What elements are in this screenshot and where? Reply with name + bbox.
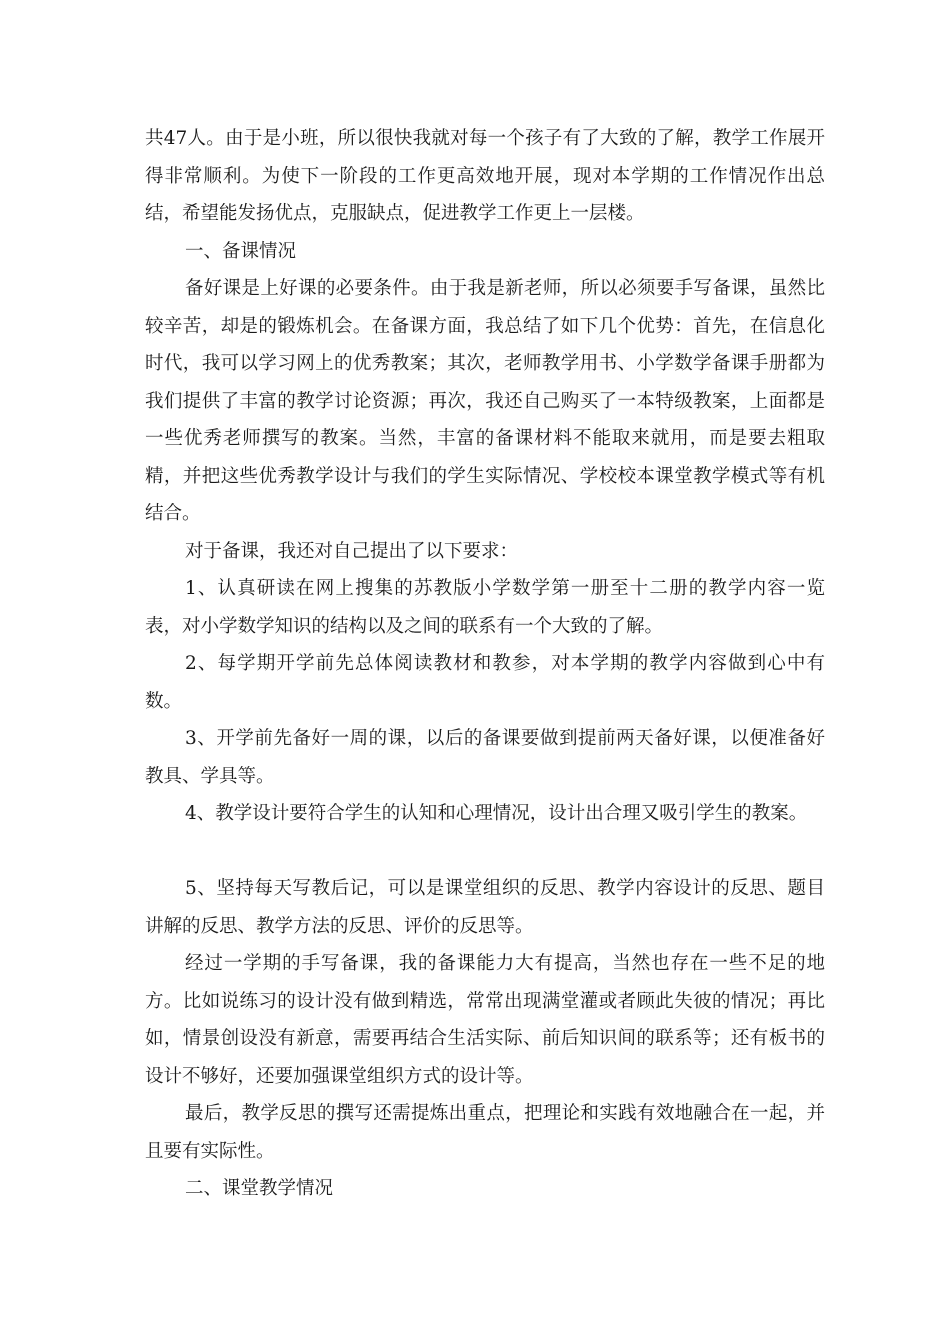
list-item: 3、开学前先备好一周的课，以后的备课要做到提前两天备好课，以便准备好教具、学具等。 [145, 728, 825, 787]
body-paragraph: 备好课是上好课的必要条件。由于我是新老师，所以必须要手写备课，虽然比较辛苦，却是的锻炼机会。在备课方面，我总结了如下几个优势：首先，在信息化时代，我可以学习网上的优秀教案；其次，老师教学用书、小学数学备课手册都为我们提供了丰富的教学讨论资源；再次，我还自己购买了一本特级教案，上面都是一些优秀老师撰写的教案。当然，丰富的备课材料不能取来就用，而是要去粗取精，并把这些优秀教学设计与我们的学生实际情况、学校校本课堂教学模式等有机结合。 [145, 278, 825, 524]
intro-paragraph: 共47人。由于是小班，所以很快我就对每一个孩子有了大致的了解，教学工作展开得非常顺利。为使下一阶段的工作更高效地开展，现对本学期的工作情况作出总结，希望能发扬优点，克服缺点，促进教学工作更上一层楼。 [145, 128, 825, 224]
list-item: 2、每学期开学前先总体阅读教材和教参，对本学期的教学内容做到心中有数。 [145, 653, 825, 712]
body-paragraph: 最后，教学反思的撰写还需提炼出重点，把理论和实践有效地融合在一起，并且要有实际性。 [145, 1103, 825, 1162]
list-item: 1、认真研读在网上搜集的苏教版小学数学第一册至十二册的教学内容一览表，对小学数学知识的结构以及之间的联系有一个大致的了解。 [145, 578, 825, 637]
document-body [145, 120, 825, 1208]
list-item: 5、坚持每天写教后记，可以是课堂组织的反思、教学内容设计的反思、题目讲解的反思、教学方法的反思、评价的反思等。 [145, 878, 825, 937]
body-paragraph: 对于备课，我还对自己提出了以下要求： [185, 540, 519, 562]
blank-line [145, 833, 825, 871]
list-item: 4、教学设计要符合学生的认知和心理情况，设计出合理又吸引学生的教案。 [185, 803, 808, 824]
section-heading-lesson-prep: 一、备课情况 [185, 240, 297, 262]
body-paragraph: 经过一学期的手写备课，我的备课能力大有提高，当然也存在一些不足的地方。比如说练习的设计没有做到精选，常常出现满堂灌或者顾此失彼的情况；再比如，情景创设没有新意，需要再结合生活实际、前后知识间的联系等；还有板书的设计不够好，还要加强课堂组织方式的设计等。 [145, 953, 825, 1087]
section-heading-classroom: 二、课堂教学情况 [185, 1178, 334, 1199]
